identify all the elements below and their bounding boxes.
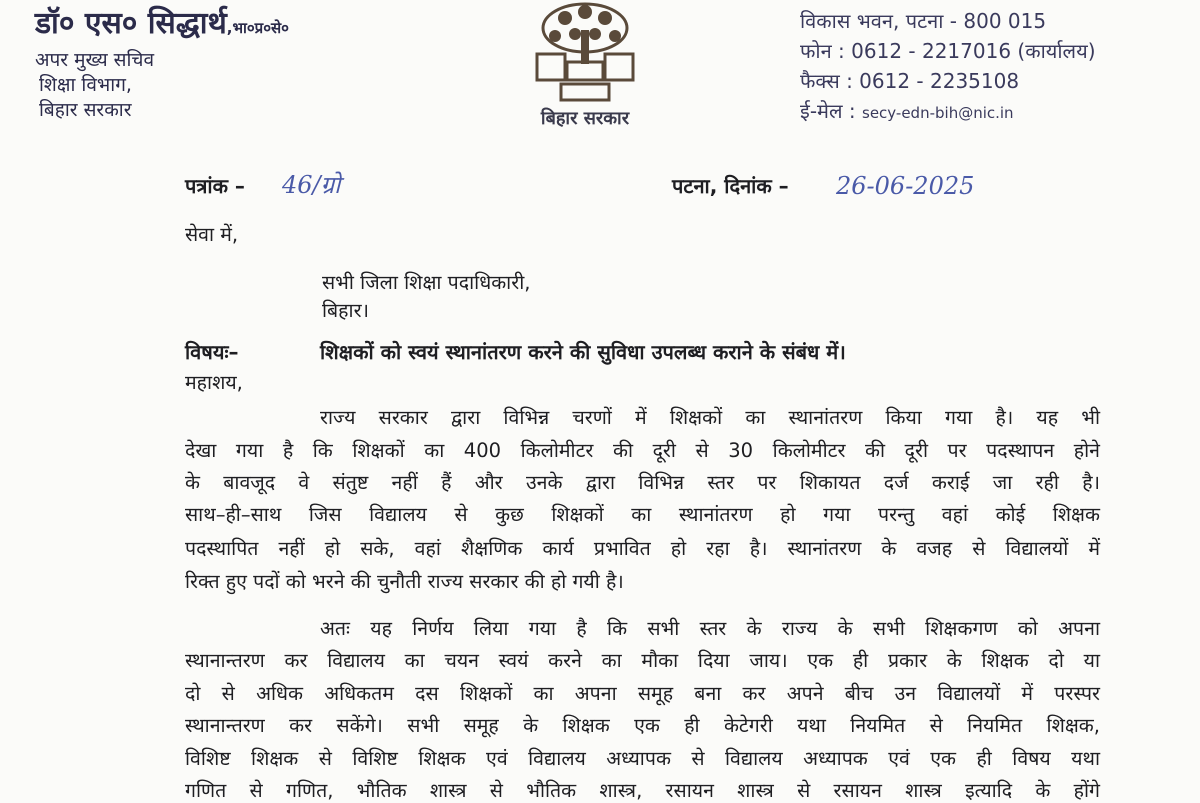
body-line: विशिष्ट शिक्षक से विशिष्ट शिक्षक एवं विद्यालय अध्यापक से विद्यालय अध्यापक एवं एक ही विषय यथा <box>185 747 1100 770</box>
sender-block <box>35 4 289 123</box>
bodhi-tree-emblem-icon <box>525 0 645 102</box>
sender-designation: अपर मुख्य सचिव <box>35 49 155 71</box>
office-fax: फैक्स : 0612 - 2235108 <box>800 69 1020 93</box>
body-line: स्थानान्तरण कर विद्यालय का चयन स्वयं करने का मौका दिया जाय। एक ही प्रकार के शिक्षक दो या <box>185 649 1100 672</box>
emblem-caption: बिहार सरकार <box>540 108 630 129</box>
contact-block <box>800 6 1096 128</box>
letter-ref-number: 46/ग्रो <box>282 171 341 199</box>
office-phone: फोन : 0612 - 2217016 (कार्यालय) <box>800 39 1096 63</box>
email-label: ई-मेल : <box>800 99 856 123</box>
letter-date: 26-06-2025 <box>836 172 975 200</box>
sender-government: बिहार सरकार <box>39 99 132 121</box>
body-line: के बावजूद वे संतुष्ट नहीं हैं और उनके द्वारा विभिन्न स्तर पर शिकायत दर्ज कराई जा रही है। <box>185 471 1100 494</box>
sender-department: शिक्षा विभाग, <box>39 74 132 96</box>
body-line: रिक्त हुए पदों को भरने की चुनौती राज्य सरकार की हो गयी है। <box>185 570 624 593</box>
sender-name <box>35 4 289 48</box>
subject-label: विषयः– <box>185 340 239 364</box>
letter-ref-label: पत्रांक – <box>185 174 245 198</box>
body-line: अतः यह निर्णय लिया गया है कि सभी स्तर के राज्य के सभी शिक्षकगण को अपना <box>320 617 1100 640</box>
office-email: secy-edn-bih@nic.in <box>862 104 1014 122</box>
body-line: पदस्थापित नहीं हो सके, वहां शैक्षणिक कार्य प्रभावित हो रहा है। स्थानांतरण के वजह से विद्यालयों में <box>185 537 1100 560</box>
subject-text: शिक्षकों को स्वयं स्थानांतरण करने की सुविधा उपलब्ध कराने के संबंध में। <box>320 340 846 364</box>
body-line: राज्य सरकार द्वारा विभिन्न चरणों में शिक्षकों का स्थानांतरण किया गया है। यह भी <box>320 406 1100 429</box>
bihar-emblem <box>520 0 650 130</box>
body-line: दो से अधिक अधिकतम दस शिक्षकों का अपना समूह बना कर अपने बीच उन विद्यालयों में परस्पर <box>185 682 1100 705</box>
salutation: महाशय, <box>185 371 243 394</box>
office-address: विकास भवन, पटना - 800 015 <box>800 9 1047 33</box>
recipient-place: बिहार। <box>322 299 369 322</box>
sender-service: ,भा०प्र०से० <box>226 19 289 37</box>
body-line: साथ–ही–साथ जिस विद्यालय से कुछ शिक्षकों का स्थानांतरण हो गया परन्तु वहां कोई शिक्षक <box>185 503 1100 526</box>
body-line: गणित से गणित, भौतिक शास्त्र से भौतिक शास्त्र, रसायन शास्त्र से रसायन शास्त्र इत्यादि के होंगे <box>185 779 1100 802</box>
body-line: स्थानान्तरण कर सकेंगे। सभी समूह के शिक्षक एक ही केटेगरी यथा नियमित से नियमित शिक्षक, <box>185 714 1100 737</box>
recipient: सभी जिला शिक्षा पदाधिकारी, <box>322 271 531 294</box>
date-label: पटना, दिनांक – <box>672 174 789 198</box>
sender-name-text: डॉ० एस० सिद्धार्थ <box>35 6 227 41</box>
body-line: देखा गया है कि शिक्षकों का 400 किलोमीटर की दूरी से 30 किलोमीटर की दूरी पर पदस्थापन होने <box>185 439 1100 462</box>
to-label: सेवा में, <box>185 223 239 246</box>
